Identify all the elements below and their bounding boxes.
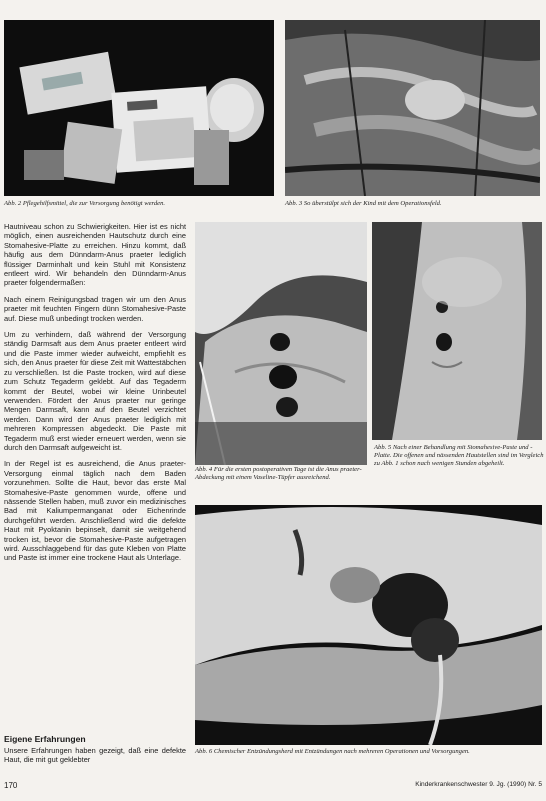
- paragraph-5: Unsere Erfahrungen haben gezeigt, daß eine defekte Haut, die mit gut geklebter: [4, 746, 186, 765]
- journal-footer: Kinderkrankenschwester 9. Jg. (1990) Nr. 5: [415, 781, 542, 788]
- figure-4-photo: [195, 222, 367, 465]
- section-heading: Eigene Erfahrungen: [4, 734, 86, 744]
- paragraph-4: In der Regel ist es ausreichend, die Anus praeter-Versorgung einmal täglich nach dem Baden vorzunehmen. Sollte die Haut, bevor das erste Mal Stomahesive-Paste genommen wurde, offene und nässende Stellen haben, muß zuvor ein medizinisches Bad mit Kaliumpermanganat oder Eichenrinde durchgeführt werden. Anschließend wird die defekte Haut mit Pyoktanin bepinselt, damit sie weitgehend trocken ist, bevor die Stomahesive-Paste aufgetragen wird. Ausschlaggebend für das gute Kleben von Platte und Paste ist immer eine trockene Haut als Unterlage.: [4, 459, 186, 563]
- figure-3-caption: Abb. 3 So überstülpt sich der Kind mit dem Operationsfeld.: [285, 200, 442, 207]
- figure-5-photo: [372, 222, 542, 440]
- figure-3-photo: [285, 20, 540, 196]
- page-number: 170: [4, 781, 18, 790]
- paragraph-1: Hautniveau schon zu Schwierigkeiten. Hier ist es nicht möglich, einen ausreichenden Hautschutz durch eine Stomahesive-Platte zu erreichen. Hinzu kommt, daß häufig aus dem Dünndarm-Anus praeter lediglich flüssiger Darminhalt und kein Stuhl mit Konsistenz entleert wird. Wir behandeln den Dünndarm-Anus praeter folgendermaßen:: [4, 222, 186, 288]
- paragraph-3: Um zu verhindern, daß während der Versorgung ständig Darmsaft aus dem Anus praeter entleert wird und die Paste immer wieder aufweicht, empfiehlt es sich, den Anus praeter für diese Zeit mit Wattestäbchen zu verschließen. Ist die Paste trocken, wird auf diese zum Schutz Tegaderm geklebt. Auf das Tegaderm kommt der Beutel, wobei wir kleine Urinbeutel verwenden. Fördert der Anus praeter nur geringe Mengen Darmsaft, kann auf den Beutel verzichtet werden. Dann wird der Anus praeter lediglich mit mehreren Kompressen abgedeckt. Die Paste mit Tegaderm muß erst wieder erneuert werden, wenn sie durch den Darmsaft aufgeweicht ist.: [4, 330, 186, 452]
- figure-5-caption: Abb. 5 Nach einer Behandlung mit Stomahesive-Paste und -Platte. Die offenen und nässenden Hautstellen sind im Vergleich zu Abb. 1 schon nach wenigen Stunden abgeheilt.: [374, 444, 544, 468]
- figure-4-caption: Abb. 4 Für die ersten postoperativen Tage ist die Anus praeter-Abdeckung mit einem Vaseline-Tüpfer ausreichend.: [195, 466, 362, 482]
- section-body: [4, 746, 186, 765]
- body-column: [4, 222, 186, 570]
- figure-6-caption: Abb. 6 Chemischer Entzündungsherd mit Entzündungen nach mehreren Operationen und Vorsorgungen.: [195, 748, 470, 755]
- figure-6-photo: [195, 505, 542, 745]
- paragraph-2: Nach einem Reinigungsbad tragen wir um den Anus praeter mit feuchten Fingern dünn Stomahesive-Paste auf. Diese muß unbedingt trocken werden.: [4, 294, 186, 323]
- figure-2-photo: [4, 20, 274, 196]
- figure-2-caption: Abb. 2 Pflegehilfsmittel, die zur Versorgung benötigt werden.: [4, 200, 166, 207]
